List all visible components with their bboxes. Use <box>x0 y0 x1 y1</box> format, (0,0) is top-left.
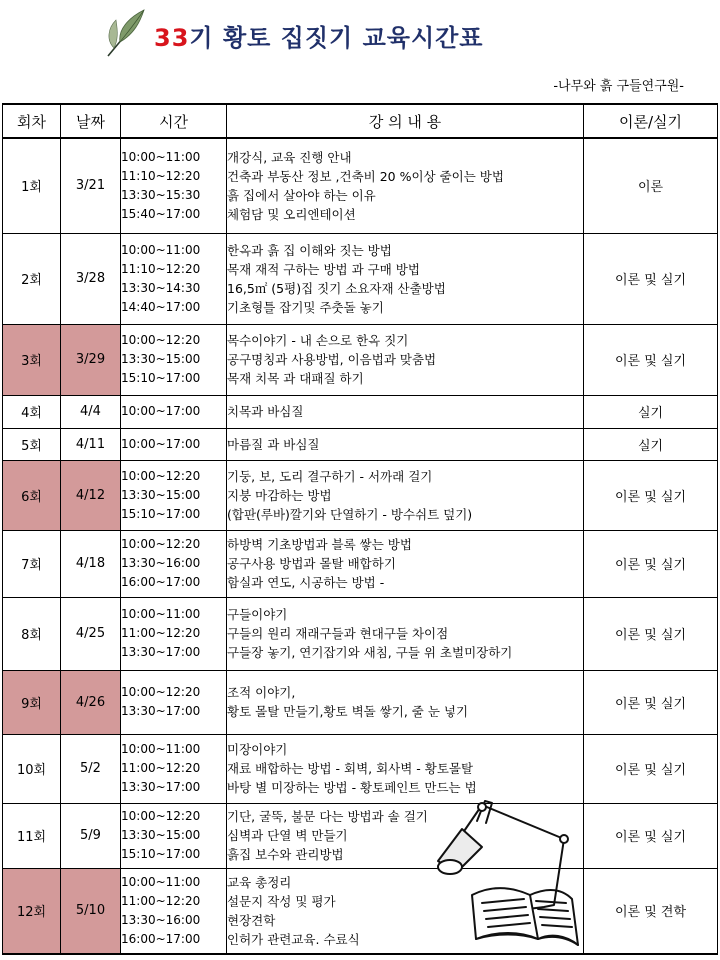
session-cell: 8회 <box>3 597 61 670</box>
title-area <box>100 4 620 60</box>
lecture-topic: 건축과 부동산 정보 ,건축비 20 %이상 줄이는 방법 <box>227 168 504 184</box>
lecture-topic: 교육 총정리 <box>227 874 292 890</box>
time-cell <box>121 138 227 233</box>
time-slot: 13:30~16:00 <box>121 556 201 570</box>
time-cell <box>121 597 227 670</box>
type-cell: 이론 및 실기 <box>584 597 718 670</box>
lecture-topic: 한옥과 흙 집 이해와 짓는 방법 <box>227 242 392 258</box>
date-cell: 4/18 <box>61 530 121 597</box>
lecture-topic: 현장견학 <box>227 912 276 928</box>
session-cell: 12회 <box>3 868 61 954</box>
time-slot: 11:10~12:20 <box>121 261 201 276</box>
lecture-topic: 재료 배합하는 방법 - 회벽, 회사벽 - 황토몰탈 <box>227 761 474 776</box>
table-row <box>3 233 718 324</box>
date-cell: 4/25 <box>61 597 121 670</box>
content-cell <box>227 324 584 395</box>
table-row <box>3 597 718 670</box>
time-cell <box>121 460 227 530</box>
time-slot: 13:30~16:00 <box>121 912 201 927</box>
time-slot: 15:40~17:00 <box>121 206 201 221</box>
time-slot: 10:00~11:00 <box>121 607 201 621</box>
date-cell: 4/11 <box>61 428 121 460</box>
lecture-topic: 기초형틀 잡기및 주춧돌 놓기 <box>227 299 384 315</box>
time-cell <box>121 734 227 803</box>
lecture-topic: 구들이야기 <box>227 607 288 622</box>
date-cell: 3/28 <box>61 233 121 324</box>
lecture-topic: 공구명칭과 사용방법, 이음법과 맞춤법 <box>227 352 437 367</box>
time-cell <box>121 803 227 868</box>
table-row <box>3 670 718 734</box>
type-cell: 이론 및 실기 <box>584 460 718 530</box>
lecture-topic: 미장이야기 <box>227 742 288 757</box>
session-cell: 2회 <box>3 233 61 324</box>
time-slot: 14:40~17:00 <box>121 299 201 314</box>
col-time-header: 시간 <box>121 104 227 138</box>
type-cell: 실기 <box>584 428 718 460</box>
time-slot: 10:00~11:00 <box>121 874 201 889</box>
lecture-topic: 흙 집에서 살아야 하는 이유 <box>227 187 376 203</box>
type-cell: 이론 및 실기 <box>584 670 718 734</box>
lecture-topic: 마름질 과 바심질 <box>227 436 320 452</box>
type-cell: 이론 및 실기 <box>584 530 718 597</box>
table-row <box>3 460 718 530</box>
date-cell: 4/4 <box>61 395 121 428</box>
lecture-topic: 하방벽 기초방법과 블록 쌓는 방법 <box>227 537 412 552</box>
date-cell: 3/29 <box>61 324 121 395</box>
lecture-topic: 구들의 원리 재래구들과 현대구들 차이점 <box>227 626 449 641</box>
time-slot: 15:10~17:00 <box>121 371 201 385</box>
time-slot: 16:00~17:00 <box>121 931 201 946</box>
date-cell: 5/2 <box>61 734 121 803</box>
lecture-topic: 기둥, 보, 도리 결구하기 - 서까래 걸기 <box>227 468 433 484</box>
time-slot: 11:00~12:20 <box>121 761 201 775</box>
lecture-topic: 함실과 연도, 시공하는 방법 - <box>227 575 385 590</box>
time-cell <box>121 233 227 324</box>
type-cell: 이론 및 실기 <box>584 324 718 395</box>
type-cell: 이론 및 실기 <box>584 233 718 324</box>
time-slot: 11:00~12:20 <box>121 893 201 908</box>
organization-subtitle: -나무와 흙 구들연구원- <box>553 79 684 94</box>
col-content-header: 강 의 내 용 <box>227 104 584 138</box>
content-cell <box>227 803 584 868</box>
time-slot: 13:30~15:00 <box>121 352 201 366</box>
type-cell: 이론 및 견학 <box>584 868 718 954</box>
lecture-topic: 바탕 별 미장하는 방법 - 황토페인트 만드는 법 <box>227 780 477 795</box>
content-cell <box>227 530 584 597</box>
lecture-topic: 목재 재적 구하는 방법 과 구매 방법 <box>227 261 420 277</box>
time-slot: 13:30~15:00 <box>121 487 201 502</box>
session-cell: 7회 <box>3 530 61 597</box>
time-slot: 13:30~17:00 <box>121 645 201 659</box>
time-slot: 13:30~17:00 <box>121 780 201 794</box>
type-cell: 이론 및 실기 <box>584 734 718 803</box>
lecture-topic: 16,5㎡ (5평)집 짓기 소요자재 산출방법 <box>227 280 446 296</box>
title-number: 33 <box>154 24 190 52</box>
date-cell: 5/10 <box>61 868 121 954</box>
leaf-pen-icon <box>100 6 156 60</box>
table-row <box>3 428 718 460</box>
content-cell <box>227 138 584 233</box>
lecture-topic: 조적 이야기, <box>227 685 296 700</box>
time-slot: 10:00~11:00 <box>121 742 201 756</box>
col-date-header: 날짜 <box>61 104 121 138</box>
table-row <box>3 395 718 428</box>
lecture-topic: 심벽과 단열 벽 만들기 <box>227 828 348 843</box>
session-cell: 9회 <box>3 670 61 734</box>
time-slot: 10:00~11:00 <box>121 149 201 164</box>
session-cell: 6회 <box>3 460 61 530</box>
date-cell: 3/21 <box>61 138 121 233</box>
lecture-topic: 인허가 관련교육. 수료식 <box>227 931 360 947</box>
time-slot: 16:00~17:00 <box>121 575 201 589</box>
time-slot: 10:00~17:00 <box>121 436 201 451</box>
content-cell <box>227 428 584 460</box>
lecture-topic: 공구사용 방법과 몰탈 배합하기 <box>227 556 396 571</box>
session-cell: 10회 <box>3 734 61 803</box>
time-slot: 15:10~17:00 <box>121 847 201 861</box>
time-slot: 10:00~12:20 <box>121 333 201 347</box>
schedule-table <box>2 103 718 955</box>
time-slot: 13:30~15:30 <box>121 187 201 202</box>
lecture-topic: (합판(루바)깔기와 단열하기 - 방수쉬트 덮기) <box>227 506 473 522</box>
lecture-topic: 설문지 작성 및 평가 <box>227 893 336 909</box>
time-slot: 10:00~12:20 <box>121 537 201 551</box>
time-cell <box>121 670 227 734</box>
date-cell: 4/26 <box>61 670 121 734</box>
table-row <box>3 324 718 395</box>
time-slot: 13:30~17:00 <box>121 704 201 718</box>
time-slot: 10:00~12:20 <box>121 685 201 699</box>
session-cell: 3회 <box>3 324 61 395</box>
time-slot: 10:00~12:20 <box>121 809 201 823</box>
time-slot: 10:00~12:20 <box>121 468 201 483</box>
type-cell: 이론 및 실기 <box>584 803 718 868</box>
content-cell <box>227 597 584 670</box>
lecture-topic: 치목과 바심질 <box>227 404 304 419</box>
table-row <box>3 868 718 954</box>
table-row <box>3 734 718 803</box>
session-cell: 4회 <box>3 395 61 428</box>
lecture-topic: 지붕 마감하는 방법 <box>227 487 332 503</box>
lecture-topic: 개강식, 교육 진행 안내 <box>227 149 352 165</box>
lecture-topic: 흙집 보수와 관리방법 <box>227 847 344 862</box>
time-slot: 15:10~17:00 <box>121 506 201 521</box>
col-type-header: 이론/실기 <box>584 104 718 138</box>
type-cell: 이론 <box>584 138 718 233</box>
time-slot: 10:00~17:00 <box>121 404 201 418</box>
table-row <box>3 138 718 233</box>
table-row <box>3 803 718 868</box>
content-cell <box>227 395 584 428</box>
session-cell: 11회 <box>3 803 61 868</box>
time-cell <box>121 868 227 954</box>
title-text: 기 황토 집짓기 교육시간표 <box>189 24 484 52</box>
col-session-header: 회차 <box>3 104 61 138</box>
time-slot: 13:30~15:00 <box>121 828 201 842</box>
content-cell <box>227 233 584 324</box>
table-row <box>3 530 718 597</box>
lecture-topic: 기단, 굴뚝, 불문 다는 방법과 솔 걸기 <box>227 809 428 824</box>
time-slot: 13:30~14:30 <box>121 280 201 295</box>
time-cell <box>121 324 227 395</box>
content-cell <box>227 670 584 734</box>
date-cell: 5/9 <box>61 803 121 868</box>
header-row <box>3 104 718 138</box>
date-cell: 4/12 <box>61 460 121 530</box>
time-slot: 10:00~11:00 <box>121 242 201 257</box>
content-cell <box>227 734 584 803</box>
time-cell <box>121 530 227 597</box>
lecture-topic: 황토 몰탈 만들기,황토 벽돌 쌓기, 줄 눈 넣기 <box>227 704 469 719</box>
content-cell <box>227 460 584 530</box>
session-cell: 1회 <box>3 138 61 233</box>
time-slot: 11:00~12:20 <box>121 626 201 640</box>
lecture-topic: 목재 치목 과 대패질 하기 <box>227 371 364 386</box>
time-slot: 11:10~12:20 <box>121 168 201 183</box>
page-title <box>154 18 484 53</box>
type-cell: 실기 <box>584 395 718 428</box>
lecture-topic: 목수이야기 - 내 손으로 한옥 짓기 <box>227 333 409 348</box>
time-cell <box>121 428 227 460</box>
lecture-topic: 구들장 놓기, 연기잡기와 새침, 구들 위 초벌미장하기 <box>227 645 513 660</box>
content-cell <box>227 868 584 954</box>
lecture-topic: 체험담 및 오리엔테이션 <box>227 206 356 222</box>
session-cell: 5회 <box>3 428 61 460</box>
time-cell <box>121 395 227 428</box>
